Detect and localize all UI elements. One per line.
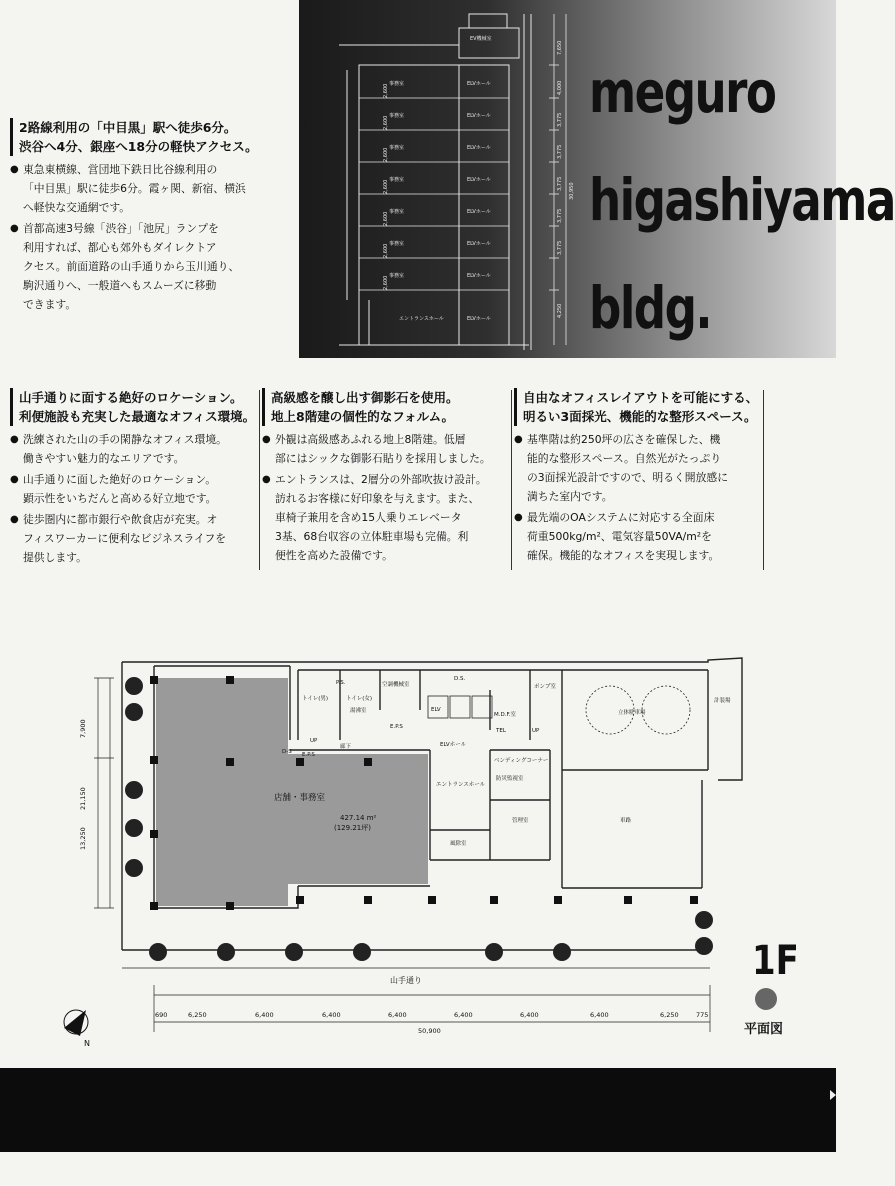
dim-horizontal: 6,250 bbox=[660, 1011, 679, 1019]
room-label: 計装場 bbox=[714, 698, 731, 704]
room-label: M.D.F.室 bbox=[494, 712, 517, 718]
bullet-line: ● 山手通りに面した絶好のロケーション。 bbox=[23, 473, 217, 486]
bullet-line: ● エントランスは、2層分の外部吹抜け設計。 bbox=[275, 473, 487, 486]
section-left-dim: 2,600 bbox=[383, 211, 389, 226]
bullet-line: 働きやすい魅力的なエリアです。 bbox=[23, 452, 185, 465]
floor-caption: 平面図 bbox=[744, 1022, 784, 1037]
section-drawing bbox=[299, 0, 589, 358]
building-name-line: meguro bbox=[589, 58, 776, 126]
room-label: 空調機械室 bbox=[382, 682, 410, 688]
section-total-dim: 30,950 bbox=[569, 182, 575, 200]
dim-vertical: 21,150 bbox=[79, 787, 87, 810]
room-label: トイレ(男) bbox=[302, 696, 329, 702]
bullet-line: 部にはシックな御影石貼りを採用しました。 bbox=[275, 452, 491, 465]
bullet-line: ● 基準階は約250坪の広さを確保した、機 bbox=[527, 433, 721, 446]
dim-horizontal: 6,400 bbox=[255, 1011, 274, 1019]
room-label: 防災監視室 bbox=[496, 776, 524, 782]
street-label: 山手通り bbox=[390, 976, 422, 985]
section-elv-label: ELVホール bbox=[467, 273, 491, 279]
bullet-line: 便性を高めた設備です。 bbox=[275, 549, 393, 562]
heading-line: 高級感を醸し出す御影石を使用。 bbox=[271, 390, 459, 405]
bullet-line: 顕示性をいちだんと高める好立地です。 bbox=[23, 492, 217, 505]
bullet-line: 利用すれば、都心も郊外もダイレクトア bbox=[23, 241, 217, 254]
section-elv-label: ELVホール bbox=[467, 113, 491, 119]
bullet-item bbox=[514, 508, 764, 565]
office-heading bbox=[514, 388, 764, 426]
room-label: 風除室 bbox=[450, 841, 467, 847]
access-heading bbox=[10, 118, 285, 156]
dim-horizontal: 690 bbox=[155, 1011, 168, 1019]
room-label: ポンプ室 bbox=[534, 684, 557, 690]
location-section bbox=[10, 388, 260, 567]
bullet-line: フィスワーカーに便利なビジネスライフを bbox=[23, 532, 227, 545]
bullet-line: ● 東急東横線、営団地下鉄日比谷線利用の bbox=[23, 163, 218, 176]
bullet-line: ● 最先端のOAシステムに対応する全面床 bbox=[527, 511, 715, 524]
floor-label: 1F bbox=[752, 938, 799, 984]
heading-line: 地上8階建の個性的なフォルム。 bbox=[271, 409, 454, 424]
room-label: TEL bbox=[496, 728, 506, 734]
bullet-line: ● 外観は高級感あふれる地上8階建。低層 bbox=[275, 433, 466, 446]
section-right-dim: 3,775 bbox=[557, 240, 563, 255]
page-arrow-icon bbox=[830, 1090, 836, 1100]
bullet-line: できます。 bbox=[23, 298, 77, 311]
bullet-line: 確保。機能的なオフィスを実現します。 bbox=[527, 549, 720, 562]
heading-line: 自由なオフィスレイアウトを可能にする、 bbox=[523, 390, 759, 405]
section-right-dim: 3,775 bbox=[557, 208, 563, 223]
section-right-dim: 4,000 bbox=[557, 80, 563, 95]
bullet-line: 車椅子兼用を含め15人乗りエレベータ bbox=[275, 511, 462, 524]
bullet-item bbox=[10, 470, 260, 508]
section-elv-label: ELVホール bbox=[467, 316, 491, 322]
bullet-line: 能的な整形スペース。自然光がたっぷり bbox=[527, 452, 722, 465]
heading-line: 渋谷へ4分、銀座へ18分の軽快アクセス。 bbox=[19, 139, 258, 154]
section-floor-label: 事務室 bbox=[389, 177, 405, 183]
heading-line: 明るい3面採光、機能的な整形スペース。 bbox=[523, 409, 757, 424]
dim-horizontal: 775 bbox=[696, 1011, 709, 1019]
room-label: 廊下 bbox=[340, 744, 352, 750]
room-label: 立体駐車場 bbox=[618, 710, 646, 716]
bullet-line: クセス。前面道路の山手通りから玉川通り、 bbox=[23, 260, 240, 273]
bullet-line: 訪れるお客様に好印象を与えます。また、 bbox=[275, 492, 480, 505]
section-elv-label: ELVホール bbox=[467, 81, 491, 87]
section-floor-label: エントランスホール bbox=[399, 316, 444, 322]
section-left-dim: 2,600 bbox=[383, 115, 389, 130]
room-label: 管理室 bbox=[512, 818, 529, 824]
elevator-car bbox=[450, 696, 470, 718]
section-right-dim: 3,775 bbox=[557, 112, 563, 127]
section-right-dim: 3,775 bbox=[557, 144, 563, 159]
section-floor-label: 事務室 bbox=[389, 209, 405, 215]
bullet-item bbox=[514, 430, 764, 506]
shop-area-tsubo: (129.21坪) bbox=[334, 824, 371, 832]
heading-line: 山手通りに面する絶好のロケーション。 bbox=[19, 390, 243, 405]
room-label: P.S. bbox=[336, 680, 346, 686]
bullet-item bbox=[10, 160, 285, 217]
room-label: トイレ(女) bbox=[346, 696, 373, 702]
section-elv-label: ELVホール bbox=[467, 145, 491, 151]
dim-horizontal: 6,400 bbox=[520, 1011, 539, 1019]
section-right-dim: 7,650 bbox=[557, 40, 563, 55]
section-elv-label: ELVホール bbox=[467, 177, 491, 183]
bullet-item bbox=[10, 430, 260, 468]
bullet-line: 荷重500kg/m²、電気容量50VA/m²を bbox=[527, 530, 712, 543]
room-label: UP bbox=[310, 738, 318, 744]
room-label: UP bbox=[532, 728, 540, 734]
section-left-dim: 2,600 bbox=[383, 179, 389, 194]
section-floor-label: 事務室 bbox=[389, 81, 405, 87]
room-label: E.P.S bbox=[302, 752, 315, 758]
dim-horizontal: 6,400 bbox=[322, 1011, 341, 1019]
dim-vertical: 7,900 bbox=[79, 719, 87, 738]
office-section bbox=[514, 388, 764, 565]
shop-label: 店舗・事務室 bbox=[274, 793, 326, 803]
dim-horizontal: 6,250 bbox=[188, 1011, 207, 1019]
column-divider bbox=[511, 390, 512, 570]
building-name-line: higashiyama bbox=[589, 166, 895, 234]
section-floor-label: 事務室 bbox=[389, 273, 405, 279]
room-label: 車路 bbox=[620, 818, 632, 824]
north-arrow-icon bbox=[64, 1010, 90, 1048]
room-label: ELV bbox=[431, 707, 441, 713]
section-floor-label: 事務室 bbox=[389, 241, 405, 247]
heading-line: 2路線利用の「中目黒」駅へ徒歩6分。 bbox=[19, 120, 237, 135]
shop-area-m2: 427.14 m² bbox=[340, 814, 377, 822]
dim-horizontal: 6,400 bbox=[590, 1011, 609, 1019]
section-right-dim: 4,250 bbox=[557, 303, 563, 318]
column-divider bbox=[763, 390, 764, 570]
design-heading bbox=[262, 388, 512, 426]
section-left-dim: 2,600 bbox=[383, 83, 389, 98]
section-left-dim: 2,600 bbox=[383, 243, 389, 258]
bullet-line: ● 洗練された山の手の閑静なオフィス環境。 bbox=[23, 433, 227, 446]
north-label: N bbox=[84, 1039, 90, 1048]
dim-horizontal: 6,400 bbox=[388, 1011, 407, 1019]
room-label: ベンディングコーナー bbox=[494, 758, 549, 764]
bullet-line: 「中目黒」駅に徒歩6分。霞ヶ関、新宿、横浜 bbox=[23, 182, 246, 195]
hero-banner bbox=[299, 0, 895, 358]
bullet-item bbox=[10, 219, 285, 314]
section-evroom-label: EV機械室 bbox=[470, 36, 492, 42]
dim-vertical: 13,250 bbox=[79, 827, 87, 850]
bullet-line: ● 首都高速3号線「渋谷」「池尻」ランプを bbox=[23, 222, 219, 235]
heading-line: 利便施設も充実した最適なオフィス環境。 bbox=[19, 409, 256, 424]
section-left-dim: 2,600 bbox=[383, 147, 389, 162]
room-label: 湯沸室 bbox=[350, 708, 367, 714]
bullet-line: 提供します。 bbox=[23, 551, 87, 564]
shop-area bbox=[156, 678, 288, 906]
bullet-item bbox=[262, 470, 512, 565]
room-label: D-S bbox=[282, 749, 292, 755]
section-right-dim: 3,775 bbox=[557, 176, 563, 191]
footer-band bbox=[0, 1068, 836, 1152]
bullet-item bbox=[262, 430, 512, 468]
section-floor-label: 事務室 bbox=[389, 145, 405, 151]
dim-horizontal: 6,400 bbox=[454, 1011, 473, 1019]
room-label: エントランスホール bbox=[436, 782, 486, 788]
section-elv-label: ELVホール bbox=[467, 209, 491, 215]
floor-marker-dot bbox=[755, 988, 777, 1010]
design-section bbox=[262, 388, 512, 565]
access-section bbox=[10, 118, 285, 314]
building-name-line: bldg. bbox=[589, 274, 712, 342]
elevator-car bbox=[472, 696, 492, 718]
floor-plan bbox=[50, 650, 770, 1055]
room-label: D.S. bbox=[454, 676, 466, 682]
section-elv-label: ELVホール bbox=[467, 241, 491, 247]
bullet-item bbox=[10, 510, 260, 567]
dim-total-width: 50,900 bbox=[418, 1027, 441, 1035]
building-name bbox=[589, 38, 895, 362]
location-heading bbox=[10, 388, 260, 426]
bullet-line: 満ちた室内です。 bbox=[527, 490, 613, 503]
bullet-line: へ軽快な交通網です。 bbox=[23, 201, 131, 214]
room-label: E.P.S bbox=[390, 724, 403, 730]
bullet-line: 3基、68台収容の立体駐車場も完備。利 bbox=[275, 530, 469, 543]
section-floor-label: 事務室 bbox=[389, 113, 405, 119]
bullet-line: の3面採光設計ですので、明るく開放感に bbox=[527, 471, 728, 484]
section-left-dim: 2,600 bbox=[383, 275, 389, 290]
bullet-line: ● 徒歩圏内に都市銀行や飲食店が充実。オ bbox=[23, 513, 218, 526]
column-divider bbox=[259, 390, 260, 570]
bullet-line: 駒沢通りへ、一般道へもスムーズに移動 bbox=[23, 279, 217, 292]
room-label: ELVホール bbox=[440, 742, 467, 748]
